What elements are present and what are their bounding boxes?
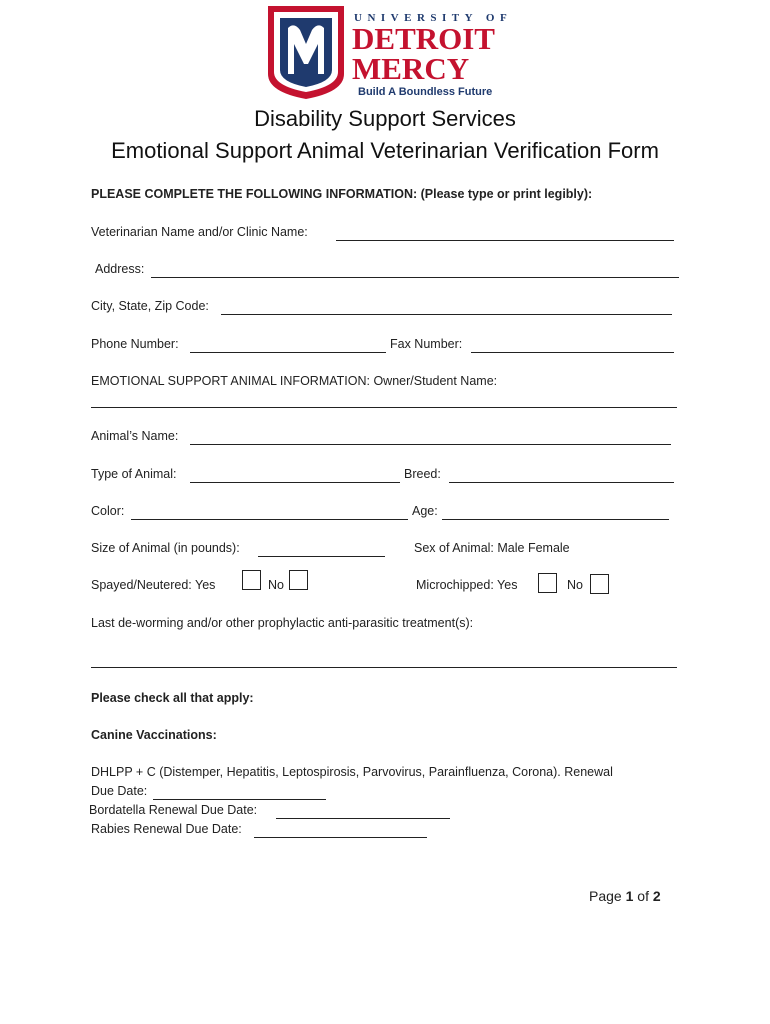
size-field[interactable]: [258, 556, 385, 557]
breed-field[interactable]: [449, 482, 674, 483]
fax-label: Fax Number:: [390, 337, 463, 351]
logo-name-line1: DETROIT: [352, 21, 495, 56]
color-label: Color:: [91, 504, 125, 518]
page-current: 1: [625, 888, 634, 904]
rabies-label: Rabies Renewal Due Date:: [91, 822, 242, 836]
animal-type-label: Type of Animal:: [91, 467, 177, 481]
page-total: 2: [652, 888, 661, 904]
microchipped-no-label: No: [567, 578, 583, 592]
vet-name-label: Veterinarian Name and/or Clinic Name:: [91, 225, 308, 239]
animal-name-label: Animal’s Name:: [91, 429, 179, 443]
age-label: Age:: [412, 504, 438, 518]
spayed-label: Spayed/Neutered: Yes: [91, 578, 216, 592]
size-label: Size of Animal (in pounds):: [91, 541, 240, 555]
logo-name-line2: MERCY: [352, 51, 470, 86]
vet-name-field[interactable]: [336, 240, 674, 241]
age-field[interactable]: [442, 519, 669, 520]
owner-name-field[interactable]: [91, 407, 677, 408]
microchipped-no-checkbox[interactable]: [590, 574, 609, 594]
breed-label: Breed:: [404, 467, 441, 481]
city-state-zip-label: City, State, Zip Code:: [91, 299, 209, 313]
page-word: Page: [589, 888, 622, 904]
fax-field[interactable]: [471, 352, 674, 353]
spayed-no-label: No: [268, 578, 284, 592]
check-all-heading: Please check all that apply:: [91, 691, 254, 705]
phone-label: Phone Number:: [91, 337, 179, 351]
dhlpp-text: DHLPP + C (Distemper, Hepatitis, Leptospirosis, Parvovirus, Parainfluenza, Corona). Renewal: [91, 765, 613, 779]
esa-info-label: EMOTIONAL SUPPORT ANIMAL INFORMATION: Owner/Student Name:: [91, 374, 498, 388]
microchipped-label: Microchipped: Yes: [416, 578, 518, 592]
detroit-mercy-shield-icon: [266, 4, 346, 100]
logo-tagline: Build A Boundless Future: [358, 86, 493, 98]
page-title: Disability Support Services: [254, 106, 516, 131]
page-number: [589, 888, 661, 904]
color-field[interactable]: [131, 519, 408, 520]
page-subtitle: Emotional Support Animal Veterinarian Verification Form: [111, 138, 659, 163]
microchipped-yes-checkbox[interactable]: [538, 573, 557, 593]
animal-type-field[interactable]: [190, 482, 400, 483]
spayed-no-checkbox[interactable]: [289, 570, 308, 590]
instructions: PLEASE COMPLETE THE FOLLOWING INFORMATION: (Please type or print legibly):: [91, 187, 593, 201]
logo-university-of: UNIVERSITY OF: [354, 12, 513, 24]
dhlpp-due-field[interactable]: [153, 799, 326, 800]
of-word: of: [637, 888, 649, 904]
bordatella-due-field[interactable]: [276, 818, 450, 819]
animal-name-field[interactable]: [190, 444, 671, 445]
bordatella-label: Bordatella Renewal Due Date:: [89, 803, 258, 817]
address-label: Address:: [95, 262, 145, 276]
dhlpp-due-label: Due Date:: [91, 784, 148, 798]
spayed-yes-checkbox[interactable]: [242, 570, 261, 590]
rabies-due-field[interactable]: [254, 837, 427, 838]
city-state-zip-field[interactable]: [221, 314, 672, 315]
sex-label: Sex of Animal: Male Female: [414, 541, 570, 555]
address-field[interactable]: [151, 277, 679, 278]
deworming-label: Last de-worming and/or other prophylactic anti-parasitic treatment(s):: [91, 616, 474, 630]
canine-heading: Canine Vaccinations:: [91, 728, 217, 742]
university-logo: [266, 4, 513, 100]
phone-field[interactable]: [190, 352, 386, 353]
deworming-field[interactable]: [91, 667, 677, 668]
